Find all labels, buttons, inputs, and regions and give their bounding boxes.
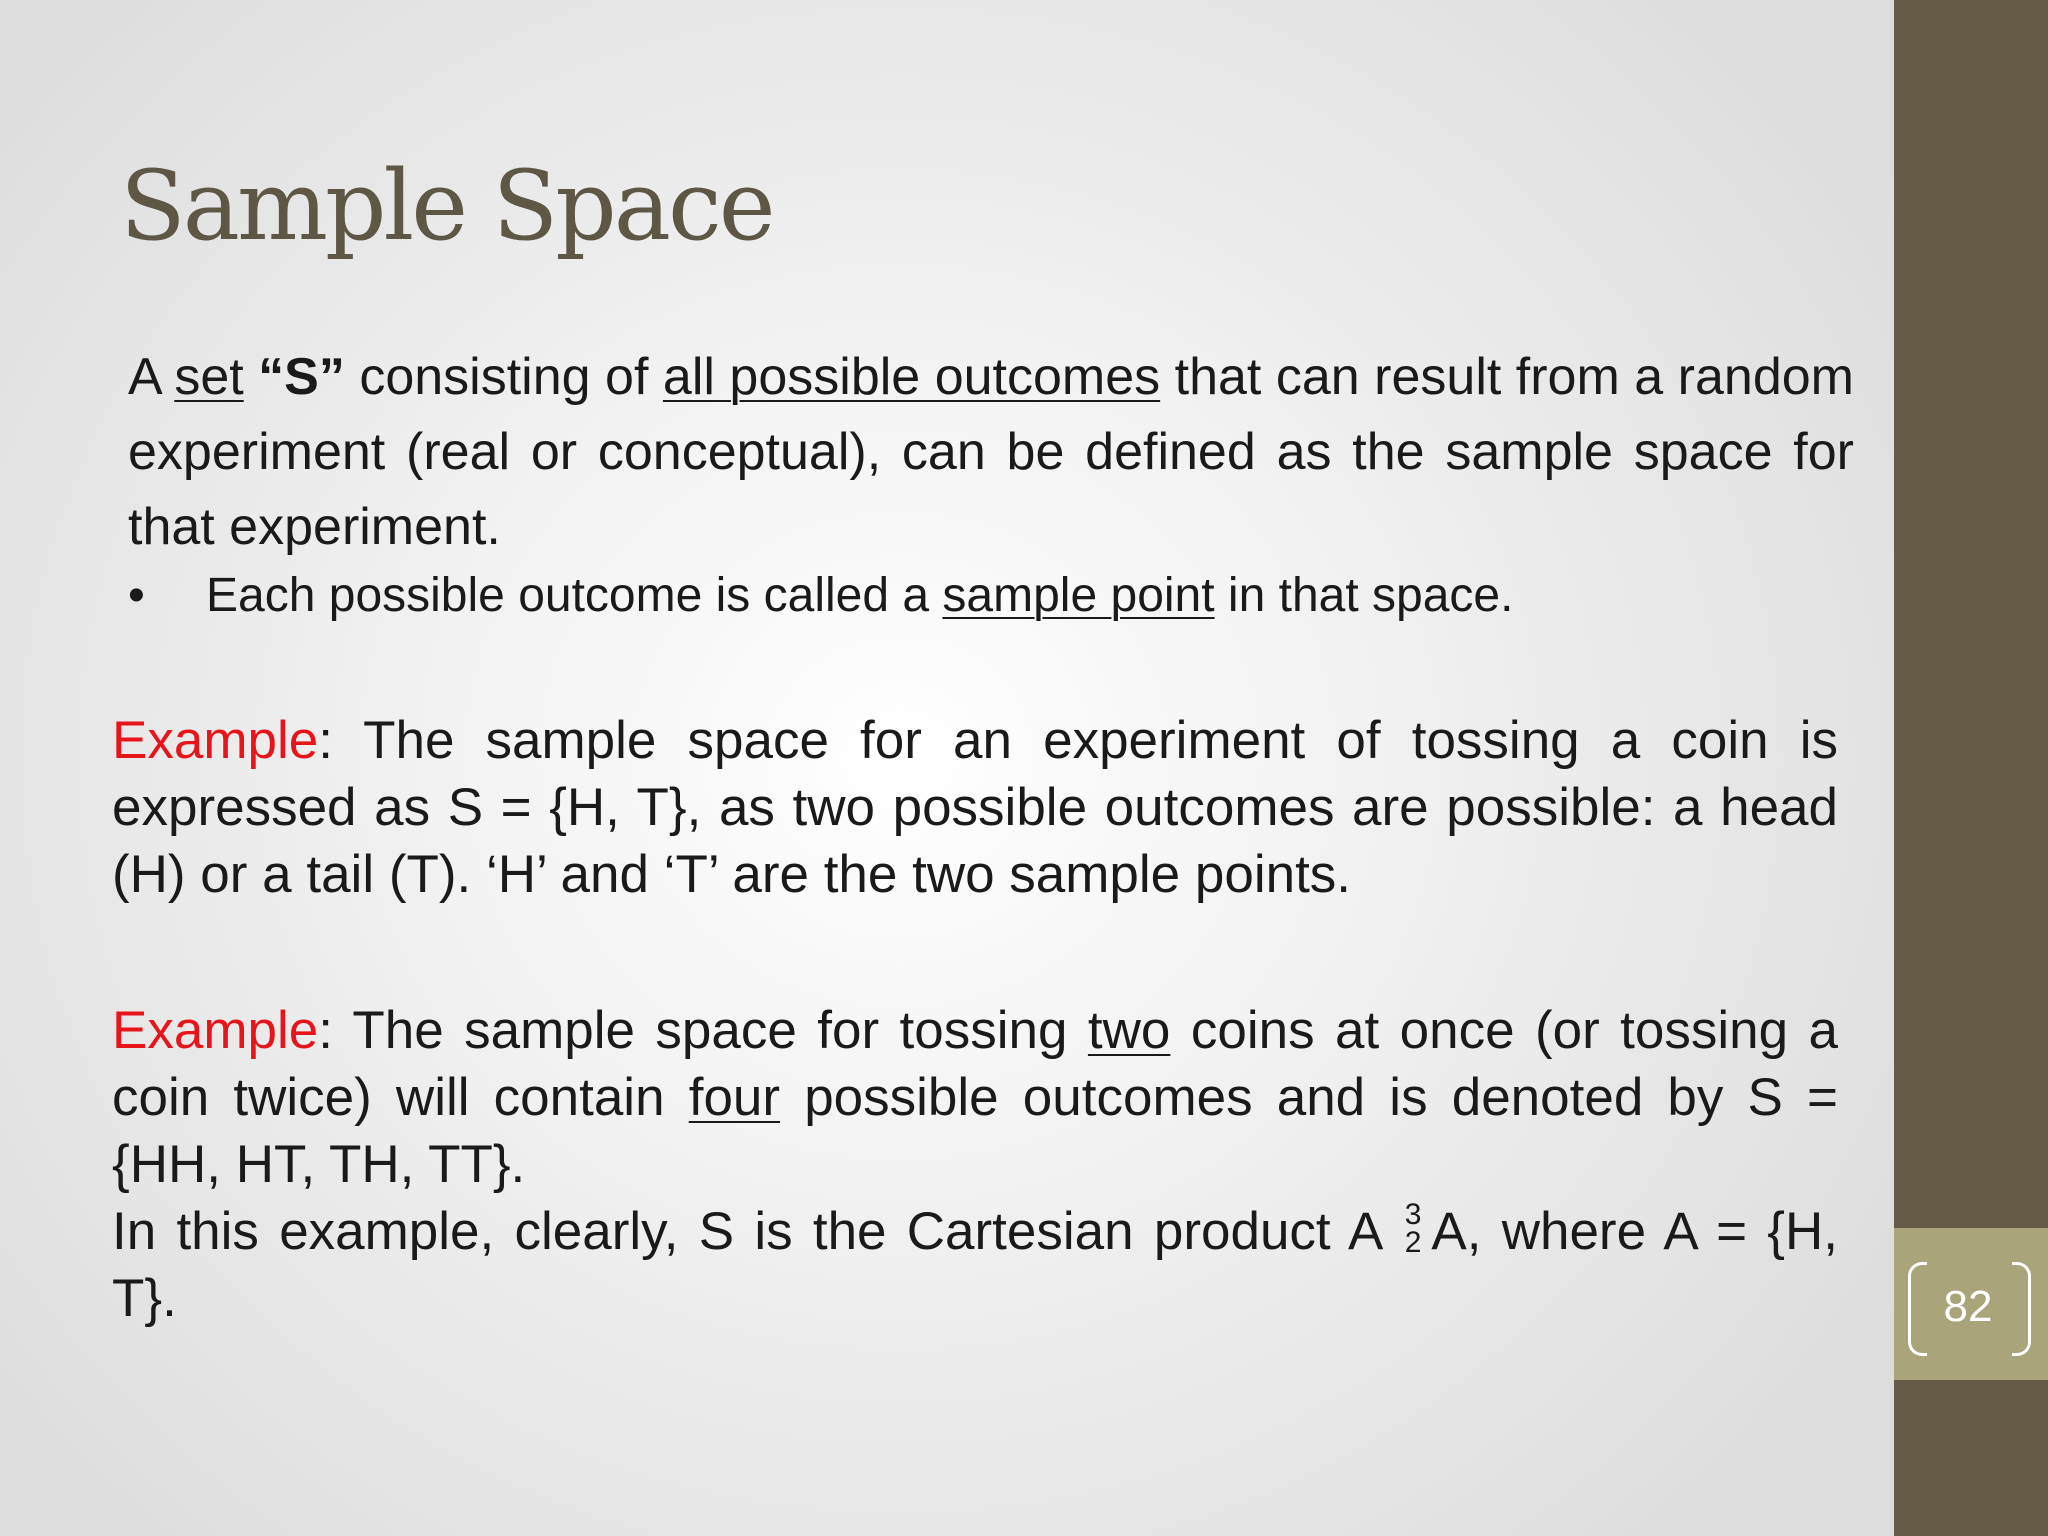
set-term: set (174, 348, 244, 406)
fraction-top: 3 (1404, 1198, 1422, 1231)
s-symbol: “S” (258, 348, 345, 406)
sample-point-term: sample point (942, 569, 1215, 622)
definition-rest: that can result from a random experiment (real or conceptual), can be defined as the sample space for that experiment. (128, 348, 1854, 556)
bullet-pre: Each possible outcome is called a (206, 569, 930, 622)
example-1-text: : The sample space for an experiment of tossing a coin is expressed as S = {H, T}, as two possible outcomes are possible: a head (H) or a tail (T). ‘H’ and ‘T’ are the two sample points. (112, 711, 1838, 904)
example-2-paragraph (112, 997, 1838, 1198)
example-2-text-2: coins at once (or tossing a coin twice) will contain (112, 1001, 1839, 1127)
example-2-text-1: : The sample space for tossing (318, 1001, 1068, 1060)
bullet-post: in that space. (1227, 569, 1514, 622)
example-2-label: Example (112, 1001, 319, 1060)
definition-paragraph (128, 340, 1854, 565)
bullet-text (206, 558, 1513, 633)
page-number: 82 (1943, 1282, 1993, 1331)
cartesian-fraction-symbol (1404, 1198, 1422, 1259)
example-1-label: Example (112, 711, 319, 770)
right-bracket-icon (2012, 1262, 2031, 1356)
slide-title: Sample Space (120, 150, 773, 262)
cartesian-text-1: In this example, clearly, S is the Cartesian product A (112, 1202, 1381, 1261)
example-2-text-3: possible outcomes and is denoted by S = {HH, HT, TH, TT}. (112, 1068, 1838, 1194)
two-term: two (1087, 1001, 1171, 1060)
definition-word-a: A (128, 348, 160, 406)
cartesian-text-2: A, where A = {H, T}. (112, 1202, 1838, 1328)
four-term: four (688, 1068, 781, 1127)
cartesian-paragraph (112, 1198, 1838, 1332)
example-2-block (112, 997, 1838, 1332)
example-1-paragraph (112, 707, 1838, 908)
all-possible-outcomes-term: all possible outcomes (662, 348, 1161, 406)
bullet-icon: • (128, 569, 145, 622)
definition-consisting: consisting of (359, 348, 649, 406)
fraction-bottom: 2 (1404, 1226, 1422, 1259)
